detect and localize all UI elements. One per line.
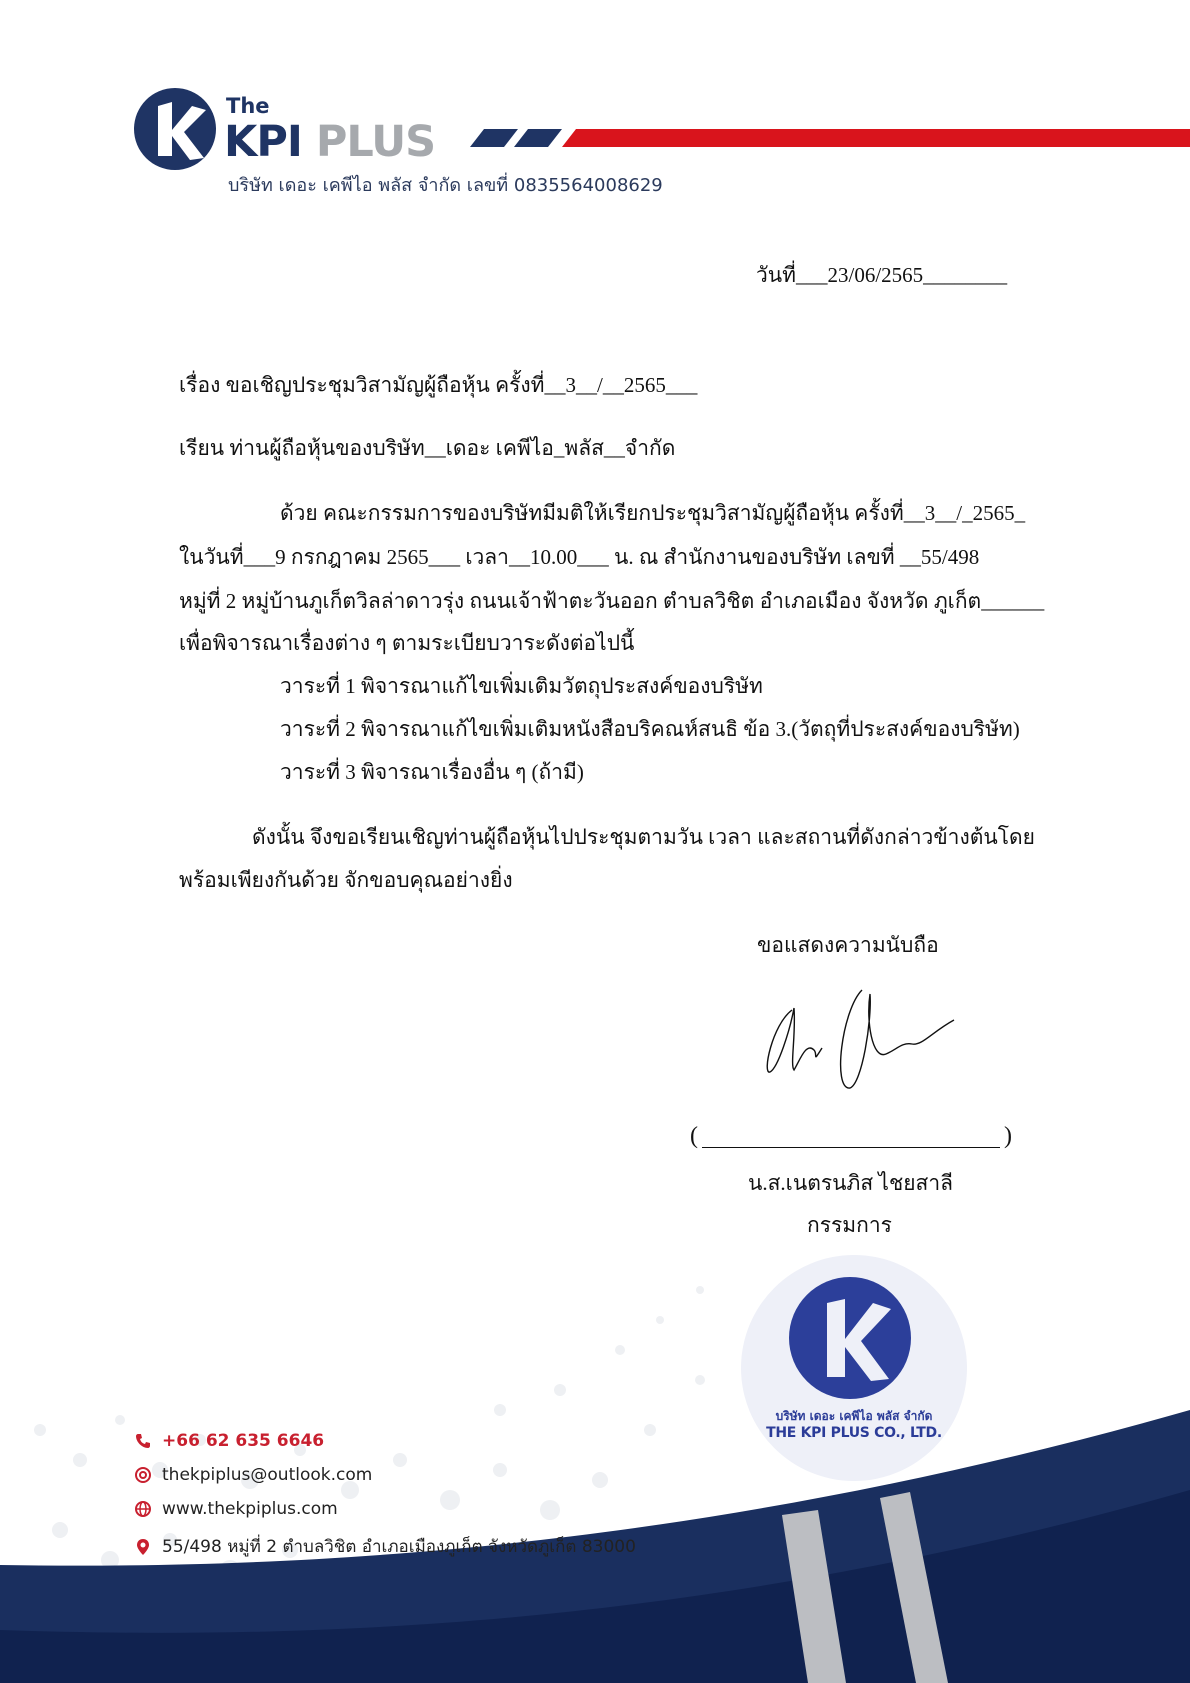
header-stripes [470,127,1190,149]
closing-paragraph-line: พร้อมเพียงกันด้วย จักขอบคุณอย่างยิ่ง [179,868,513,892]
footer-email [134,1465,372,1485]
phone-icon [134,1432,152,1450]
footer-phone [134,1431,324,1451]
location-pin-icon [134,1538,152,1556]
footer-website [134,1499,338,1519]
subject-line: เรื่อง ขอเชิญประชุมวิสามัญผู้ถือหุ้น ครั้งที่__3__/__2565___ [179,373,698,397]
brand-plus: PLUS [315,117,436,167]
footer-decoration [0,1230,1190,1683]
email-at-icon [134,1466,152,1484]
agenda-item: วาระที่ 3 พิจารณาเรื่องอื่น ๆ (ถ้ามี) [280,760,584,784]
bracket-right: ) [1004,1123,1012,1149]
brand-the: The [226,94,270,118]
footer-address [134,1533,636,1560]
k-logo-icon [789,1277,911,1399]
signature-line [702,1147,1000,1148]
phone-number: +66 62 635 6646 [162,1431,325,1451]
bracket-left: ( [690,1123,698,1149]
agenda-item: วาระที่ 1 พิจารณาแก้ไขเพิ่มเติมวัตถุประสงค์ของบริษัท [280,674,763,698]
recipient-line: เรียน ท่านผู้ถือหุ้นของบริษัท__เดอะ เคพีไอ_พลัส__จำกัด [179,436,676,460]
body-paragraph-line: เพื่อพิจารณาเรื่องต่าง ๆ ตามระเบียบวาระดังต่อไปนี้ [179,631,635,655]
stamp-thai-text: บริษัท เดอะ เคพีไอ พลัส จำกัด [775,1409,933,1423]
company-registration-line: บริษัท เดอะ เคพีไอ พลัส จำกัด เลขที่ 0835564008629 [228,175,663,196]
brand-kpi: KPI [224,117,302,167]
company-stamp [741,1255,967,1481]
signer-name: น.ส.เนตรนภิส ไชยสาลี [748,1171,953,1195]
body-paragraph-line: ด้วย คณะกรรมการของบริษัทมีมติให้เรียกประชุมวิสามัญผู้ถือหุ้น ครั้งที่__3__/_2565_ [280,501,1026,525]
body-paragraph-line: ในวันที่___9 กรกฎาคม 2565___ เวลา__10.00___ น. ณ สำนักงานของบริษัท เลขที่ __55/498 [179,545,980,569]
body-paragraph-line: หมู่ที่ 2 หมู่บ้านภูเก็ตวิลล่าดาวรุ่ง ถนนเจ้าฟ้าตะวันออก ตำบลวิชิต อำเภอเมือง จังหวัด ภูเก็ต______ [179,589,1045,613]
date-line: วันที่___23/06/2565________ [756,263,1008,287]
globe-icon [134,1500,152,1518]
address-text: 55/498 หมู่ที่ 2 ตำบลวิชิต อำเภอเมืองภูเก็ต จังหวัดภูเก็ต 83000 [162,1537,636,1557]
k-logo-icon [134,88,216,170]
signer-title: กรรมการ [807,1213,892,1237]
stamp-k-logo [789,1277,911,1399]
stamp-english-text: THE KPI PLUS CO., LTD. [766,1425,942,1441]
email-address[interactable]: thekpiplus@outlook.com [162,1465,373,1485]
brand-name [224,118,435,166]
company-logo [134,88,216,170]
closing-salutation: ขอแสดงความนับถือ [757,933,939,957]
agenda-item: วาระที่ 2 พิจารณาแก้ไขเพิ่มเติมหนังสือบริคณห์สนธิ ข้อ 3.(วัตถุที่ประสงค์ของบริษัท) [280,717,1020,741]
signature-bracket [690,1125,1012,1151]
handwritten-signature [762,980,962,1100]
website-url[interactable]: www.thekpiplus.com [162,1499,338,1519]
closing-paragraph-line: ดังนั้น จึงขอเรียนเชิญท่านผู้ถือหุ้นไปประชุมตามวัน เวลา และสถานที่ดังกล่าวข้างต้นโดย [252,825,1035,849]
